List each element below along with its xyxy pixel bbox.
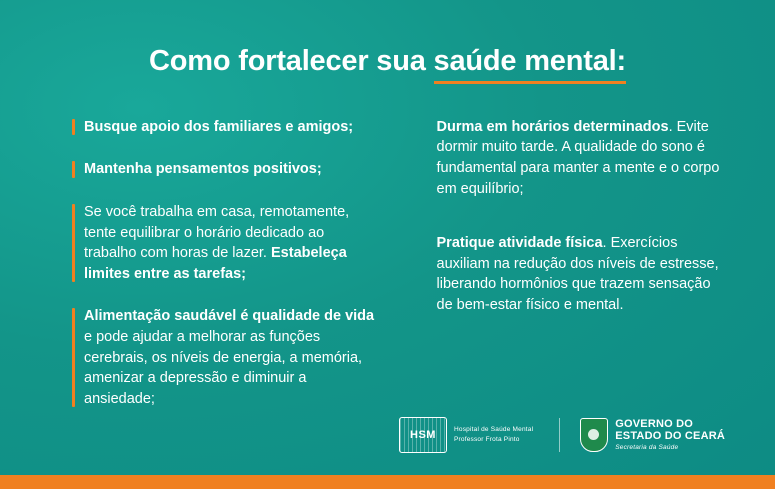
governo-logo-line2: ESTADO DO CEARÁ (615, 429, 725, 442)
hsm-logo-text (454, 425, 533, 445)
hsm-monogram-icon: HSM (399, 417, 447, 453)
tip-regular-text: . Exercícios auxiliam na redução dos níveis de estresse, liberando hormônios que trazem sensação de bem-estar físico e mental. (436, 235, 719, 313)
accent-bar (72, 308, 75, 407)
tip-bold-tail-text: Estabeleça limites entre as tarefas; (84, 245, 347, 282)
tip-item (425, 117, 730, 199)
tips-column-left (46, 117, 377, 431)
tip-bold-text: Durma em horários determinados (436, 118, 669, 135)
tip-bold-text: Busque apoio dos familiares e amigos; (84, 118, 354, 135)
tip-item (72, 202, 377, 284)
title-prefix: Como fortalecer sua (149, 45, 434, 77)
governo-ceara-logo (559, 418, 725, 452)
title-highlight: saúde mental: (434, 46, 626, 81)
tips-columns (46, 117, 729, 431)
tips-column-right (397, 117, 730, 431)
governo-logo-line1: GOVERNO DO (615, 417, 694, 430)
tip-regular-text: e pode ajudar a melhorar as funções cerebrais, os níveis de energia, a memória, amenizar a depressão e diminuir a ansiedade; (84, 328, 363, 407)
hsm-logo-line2: Professor Frota Pinto (454, 436, 520, 443)
tip-bold-text: Alimentação saudável é qualidade de vida (84, 308, 375, 325)
hsm-logo-line1: Hospital de Saúde Mental (454, 426, 534, 434)
tip-item (425, 233, 730, 315)
tip-bold-text: Pratique atividade física (436, 235, 603, 252)
page-title (46, 46, 729, 81)
accent-bar (72, 119, 75, 136)
accent-bar (72, 161, 75, 178)
accent-bar (72, 204, 75, 282)
governo-logo-line3: Secretaria da Saúde (615, 444, 679, 452)
tip-item (72, 159, 377, 180)
ceara-coat-of-arms-icon (580, 418, 608, 452)
logo-row (399, 417, 725, 453)
tip-item (72, 117, 377, 138)
tip-bold-text: Mantenha pensamentos positivos; (84, 161, 322, 178)
tip-item (72, 306, 377, 409)
tip-regular-text: . Evite dormir muito tarde. A qualidade do sono é fundamental para manter a mente e o corpo em equilíbrio; (436, 118, 720, 197)
governo-logo-text (615, 419, 725, 452)
hsm-logo (399, 417, 533, 453)
tip-regular-text: Se você trabalha em casa, remotamente, tente equilibrar o horário dedicado ao trabalho com horas de lazer. (84, 204, 350, 262)
